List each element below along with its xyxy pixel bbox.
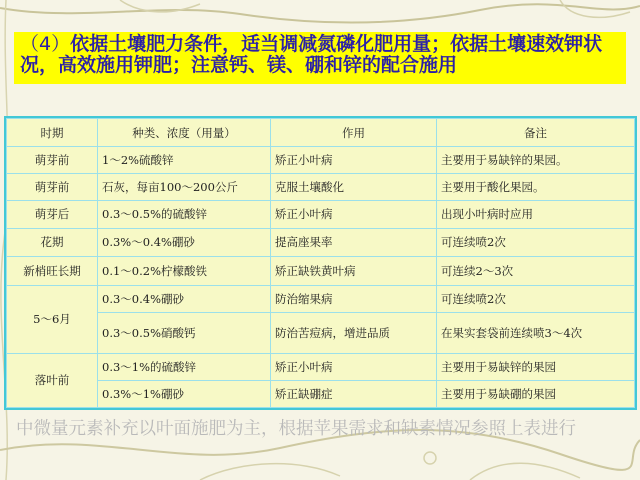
- cell-period: 5～6月: [7, 285, 98, 353]
- cell-period: 落叶前: [7, 353, 98, 407]
- cell-effect: 克服土壤酸化: [271, 173, 437, 201]
- table-row: [7, 313, 635, 354]
- cell-period: 花期: [7, 228, 98, 257]
- cell-effect: 提高座果率: [271, 228, 437, 257]
- cell-period: 萌芽前: [7, 147, 98, 174]
- title-banner: [14, 32, 626, 84]
- header-note: 备注: [437, 119, 635, 147]
- cell-note: 可连续喷2次: [437, 285, 635, 313]
- cell-type: 石灰，每亩100～200公斤: [98, 173, 271, 201]
- cell-period: 萌芽前: [7, 173, 98, 201]
- header-period: 时期: [7, 119, 98, 147]
- table-header-row: [7, 119, 635, 147]
- cell-effect: 矫正小叶病: [271, 353, 437, 381]
- table-row: [7, 147, 635, 174]
- cell-effect: 防治苦痘病，增进品质: [271, 313, 437, 354]
- table-row: [7, 257, 635, 286]
- footer-note: 中微量元素补充以叶面施肥为主，根据苹果需求和缺素情况参照上表进行: [16, 419, 576, 439]
- table-row: [7, 228, 635, 257]
- cell-effect: 矫正缺硼症: [271, 381, 437, 408]
- cell-effect: 矫正小叶病: [271, 201, 437, 229]
- table-row: [7, 201, 635, 229]
- cell-type: 0.3～0.4%硼砂: [98, 285, 271, 313]
- cell-type: 0.3～1%的硫酸锌: [98, 353, 271, 381]
- header-type: 种类、浓度（用量）: [98, 119, 271, 147]
- fertilizer-table: [6, 118, 635, 408]
- cell-note: 可连续喷2次: [437, 228, 635, 257]
- fertilizer-table-container: [4, 116, 637, 410]
- cell-type: 1～2%硫酸锌: [98, 147, 271, 174]
- cell-period: 萌芽后: [7, 201, 98, 229]
- cell-note: 在果实套袋前连续喷3～4次: [437, 313, 635, 354]
- cell-effect: 矫正缺铁黄叶病: [271, 257, 437, 286]
- cell-note: 出现小叶病时应用: [437, 201, 635, 229]
- cell-effect: 防治缩果病: [271, 285, 437, 313]
- table-row: [7, 381, 635, 408]
- cell-type: 0.3～0.5%的硫酸锌: [98, 201, 271, 229]
- header-effect: 作用: [271, 119, 437, 147]
- cell-note: 主要用于易缺锌的果园: [437, 353, 635, 381]
- cell-note: 主要用于易缺锌的果园。: [437, 147, 635, 174]
- slide-title: [20, 34, 622, 76]
- cell-type: 0.1～0.2%柠檬酸铁: [98, 257, 271, 286]
- cell-note: 主要用于酸化果园。: [437, 173, 635, 201]
- table-row: [7, 173, 635, 201]
- cell-period: 新梢旺长期: [7, 257, 98, 286]
- vine-decoration-bottom: [0, 400, 640, 480]
- table-row: [7, 285, 635, 313]
- title-body: 依据土壤肥力条件，适当调减氮磷化肥用量；依据土壤速效钾状况，高效施用钾肥；注意钙、镁、硼和锌的配合施用: [20, 33, 603, 76]
- cell-type: 0.3%～1%硼砂: [98, 381, 271, 408]
- cell-note: 可连续2～3次: [437, 257, 635, 286]
- cell-effect: 矫正小叶病: [271, 147, 437, 174]
- cell-type: 0.3%～0.4%硼砂: [98, 228, 271, 257]
- table-row: [7, 353, 635, 381]
- title-prefix: （4）: [20, 33, 71, 55]
- cell-note: 主要用于易缺硼的果园: [437, 381, 635, 408]
- cell-type: 0.3～0.5%硝酸钙: [98, 313, 271, 354]
